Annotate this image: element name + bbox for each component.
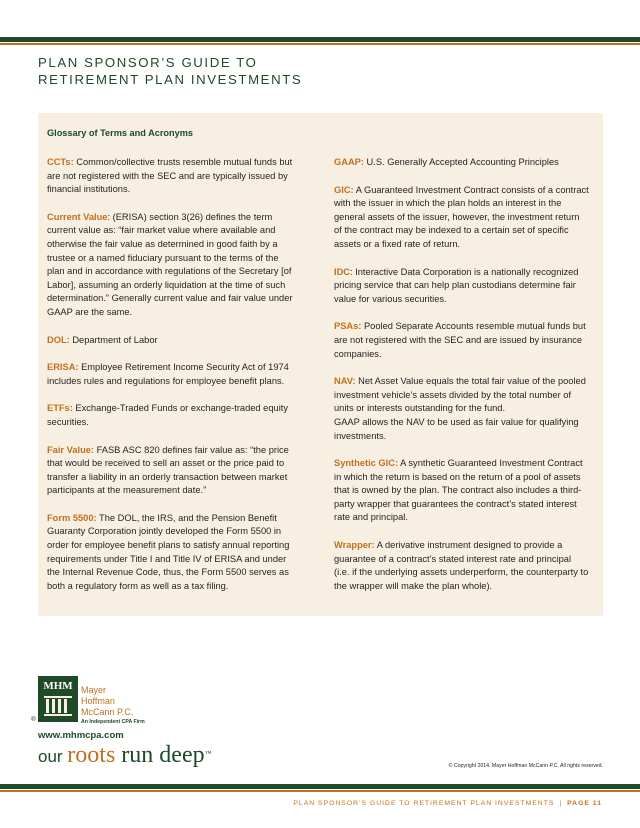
definition: Department of Labor — [69, 334, 158, 345]
top-rule-green — [0, 37, 640, 42]
document-title — [38, 55, 302, 88]
term: PSAs: — [334, 321, 362, 332]
definition: : Interactive Data Corporation is a nationally recognized pricing service that can help plan custodians determine fair value for various securities. — [334, 266, 579, 304]
glossary-entry-etfs — [47, 402, 297, 429]
glossary-heading: Glossary of Terms and Acronyms — [47, 128, 194, 138]
term: Synthetic GIC: — [334, 458, 399, 469]
term: DOL: — [47, 334, 70, 345]
mhm-logo — [38, 676, 78, 722]
term: IDC — [334, 266, 351, 277]
page-number: PAGE 11 — [567, 800, 602, 807]
title-line-1: PLAN SPONSOR’S GUIDE TO — [38, 55, 258, 70]
glossary-entry-gaap — [334, 156, 589, 170]
slogan-trademark: ™ — [204, 749, 212, 758]
slogan-our: our — [38, 747, 68, 766]
slogan-roots: roots — [67, 742, 116, 768]
glossary-panel — [38, 113, 603, 616]
footer-title: PLAN SPONSOR’S GUIDE TO RETIREMENT PLAN INVESTMENTS — [293, 800, 555, 807]
glossary-entry-form-5500 — [47, 512, 297, 594]
definition: Common/collective trusts resemble mutual funds but are not registered with the SEC and are typically issued by financial institutions. — [47, 157, 293, 195]
definition: FASB ASC 820 defines fair value as: “the price that would be received to sell an asset or the price paid to transfer a liability in an orderly transaction between market participants at the measurement date.” — [47, 444, 289, 496]
registered-mark: ® — [31, 716, 36, 723]
bottom-rule-orange — [0, 790, 640, 792]
firm-tagline: An Independent CPA Firm — [81, 719, 145, 725]
definition: Employee Retirement Income Security Act of 1974 includes rules and regulations for employee benefit plans. — [47, 362, 289, 386]
slogan — [38, 742, 211, 769]
bottom-rule-green — [0, 784, 640, 789]
glossary-entry-idc — [334, 266, 589, 307]
term: GAAP: — [334, 157, 364, 167]
glossary-entry-synthetic-gic — [334, 457, 589, 525]
definition: U.S. Generally Accepted Accounting Principles — [363, 157, 559, 167]
definition: A derivative instrument designed to provide a guarantee of a contract’s stated interest rate and principal (i.e. if the underlying assets underperform, the counterparty to the wrapper will make the plan whole). — [334, 540, 589, 591]
page-footer — [293, 800, 602, 807]
glossary-right-column — [334, 156, 589, 607]
glossary-entry-wrapper — [334, 539, 589, 593]
glossary-entry-psas — [334, 320, 589, 361]
firm-name-line-1: Mayer — [81, 685, 107, 695]
columns-icon — [44, 696, 72, 716]
definition: Exchange-Traded Funds or exchange-traded equity securities. — [47, 403, 288, 427]
slogan-rest: run deep — [115, 742, 205, 768]
top-rule-orange — [0, 43, 640, 45]
logo-mark: MHM — [43, 680, 73, 692]
term: Form 5500: — [47, 512, 97, 523]
term: NAV: — [334, 376, 356, 387]
definition: The DOL, the IRS, and the Pension Benefit Guaranty Corporation jointly developed the Form 5500 in order for employee benefit plans to satisfy annual reporting requirements under Title I and Title IV of ERISA and under the Internal Revenue Code, thus, the Form 5500 serves as both a regulatory form as well as a tax filing. — [47, 512, 290, 591]
term: Fair Value: — [47, 444, 95, 455]
firm-name-line-3: McCann P.C. — [81, 707, 134, 717]
glossary-entry-fair-value — [47, 444, 297, 498]
firm-name-line-2: Hoffman — [81, 696, 115, 706]
firm-name — [81, 685, 133, 718]
glossary-left-column — [47, 156, 297, 607]
definition: A synthetic Guaranteed Investment Contract in which the return is based on the return of a pool of assets that is owned by the plan. The contract also includes a third-party wrapper that guarantees the contract’s stated interest rate and principal. — [334, 458, 583, 523]
glossary-entry-dol — [47, 334, 297, 348]
title-line-2: RETIREMENT PLAN INVESTMENTS — [38, 71, 303, 87]
term: Wrapper: — [334, 540, 375, 551]
copyright-notice: © Copyright 2014. Mayer Hoffman McCann P.C. All rights reserved. — [448, 763, 603, 769]
glossary-entry-gic — [334, 184, 589, 252]
term: GIC: — [334, 184, 354, 195]
definition: Net Asset Value equals the total fair value of the pooled investment vehicle’s assets divided by the total number of units or interests outstanding for the fund. — [334, 376, 586, 414]
term: ETFs: — [47, 403, 73, 414]
term: Current Value — [47, 211, 108, 222]
footer-separator: | — [559, 800, 563, 807]
definition: A Guaranteed Investment Contract consists of a contract with the issuer in which the plan holds an interest in the general assets of the issuer, however, the investment return of the contract may be indexed to a certain set of specific assets or a fixed rate of return. — [334, 184, 589, 249]
definition: : (ERISA) section 3(26) defines the term current value as: “fair market value where available and otherwise the fair value as determined in good faith by a trustee or a named fiduciary pursuant to the terms of the plan and in accordance with regulations of the Secretary [of Labor], assuming an orderly liquidation at the time of such determination.” Generally current value and fair value under GAAP are the same. — [47, 211, 293, 317]
glossary-entry-erisa — [47, 361, 297, 388]
term: ERISA: — [47, 362, 79, 373]
term: CCTs: — [47, 157, 74, 167]
glossary-entry-nav — [334, 375, 589, 443]
definition: Pooled Separate Accounts resemble mutual funds but are not registered with the SEC and are issued by insurance companies. — [334, 321, 586, 359]
glossary-entry-ccts — [47, 156, 297, 197]
glossary-entry-current-value — [47, 211, 297, 320]
website-link[interactable]: www.mhmcpa.com — [38, 730, 124, 741]
definition-extra: GAAP allows the NAV to be used as fair value for qualifying investments. — [334, 416, 579, 441]
